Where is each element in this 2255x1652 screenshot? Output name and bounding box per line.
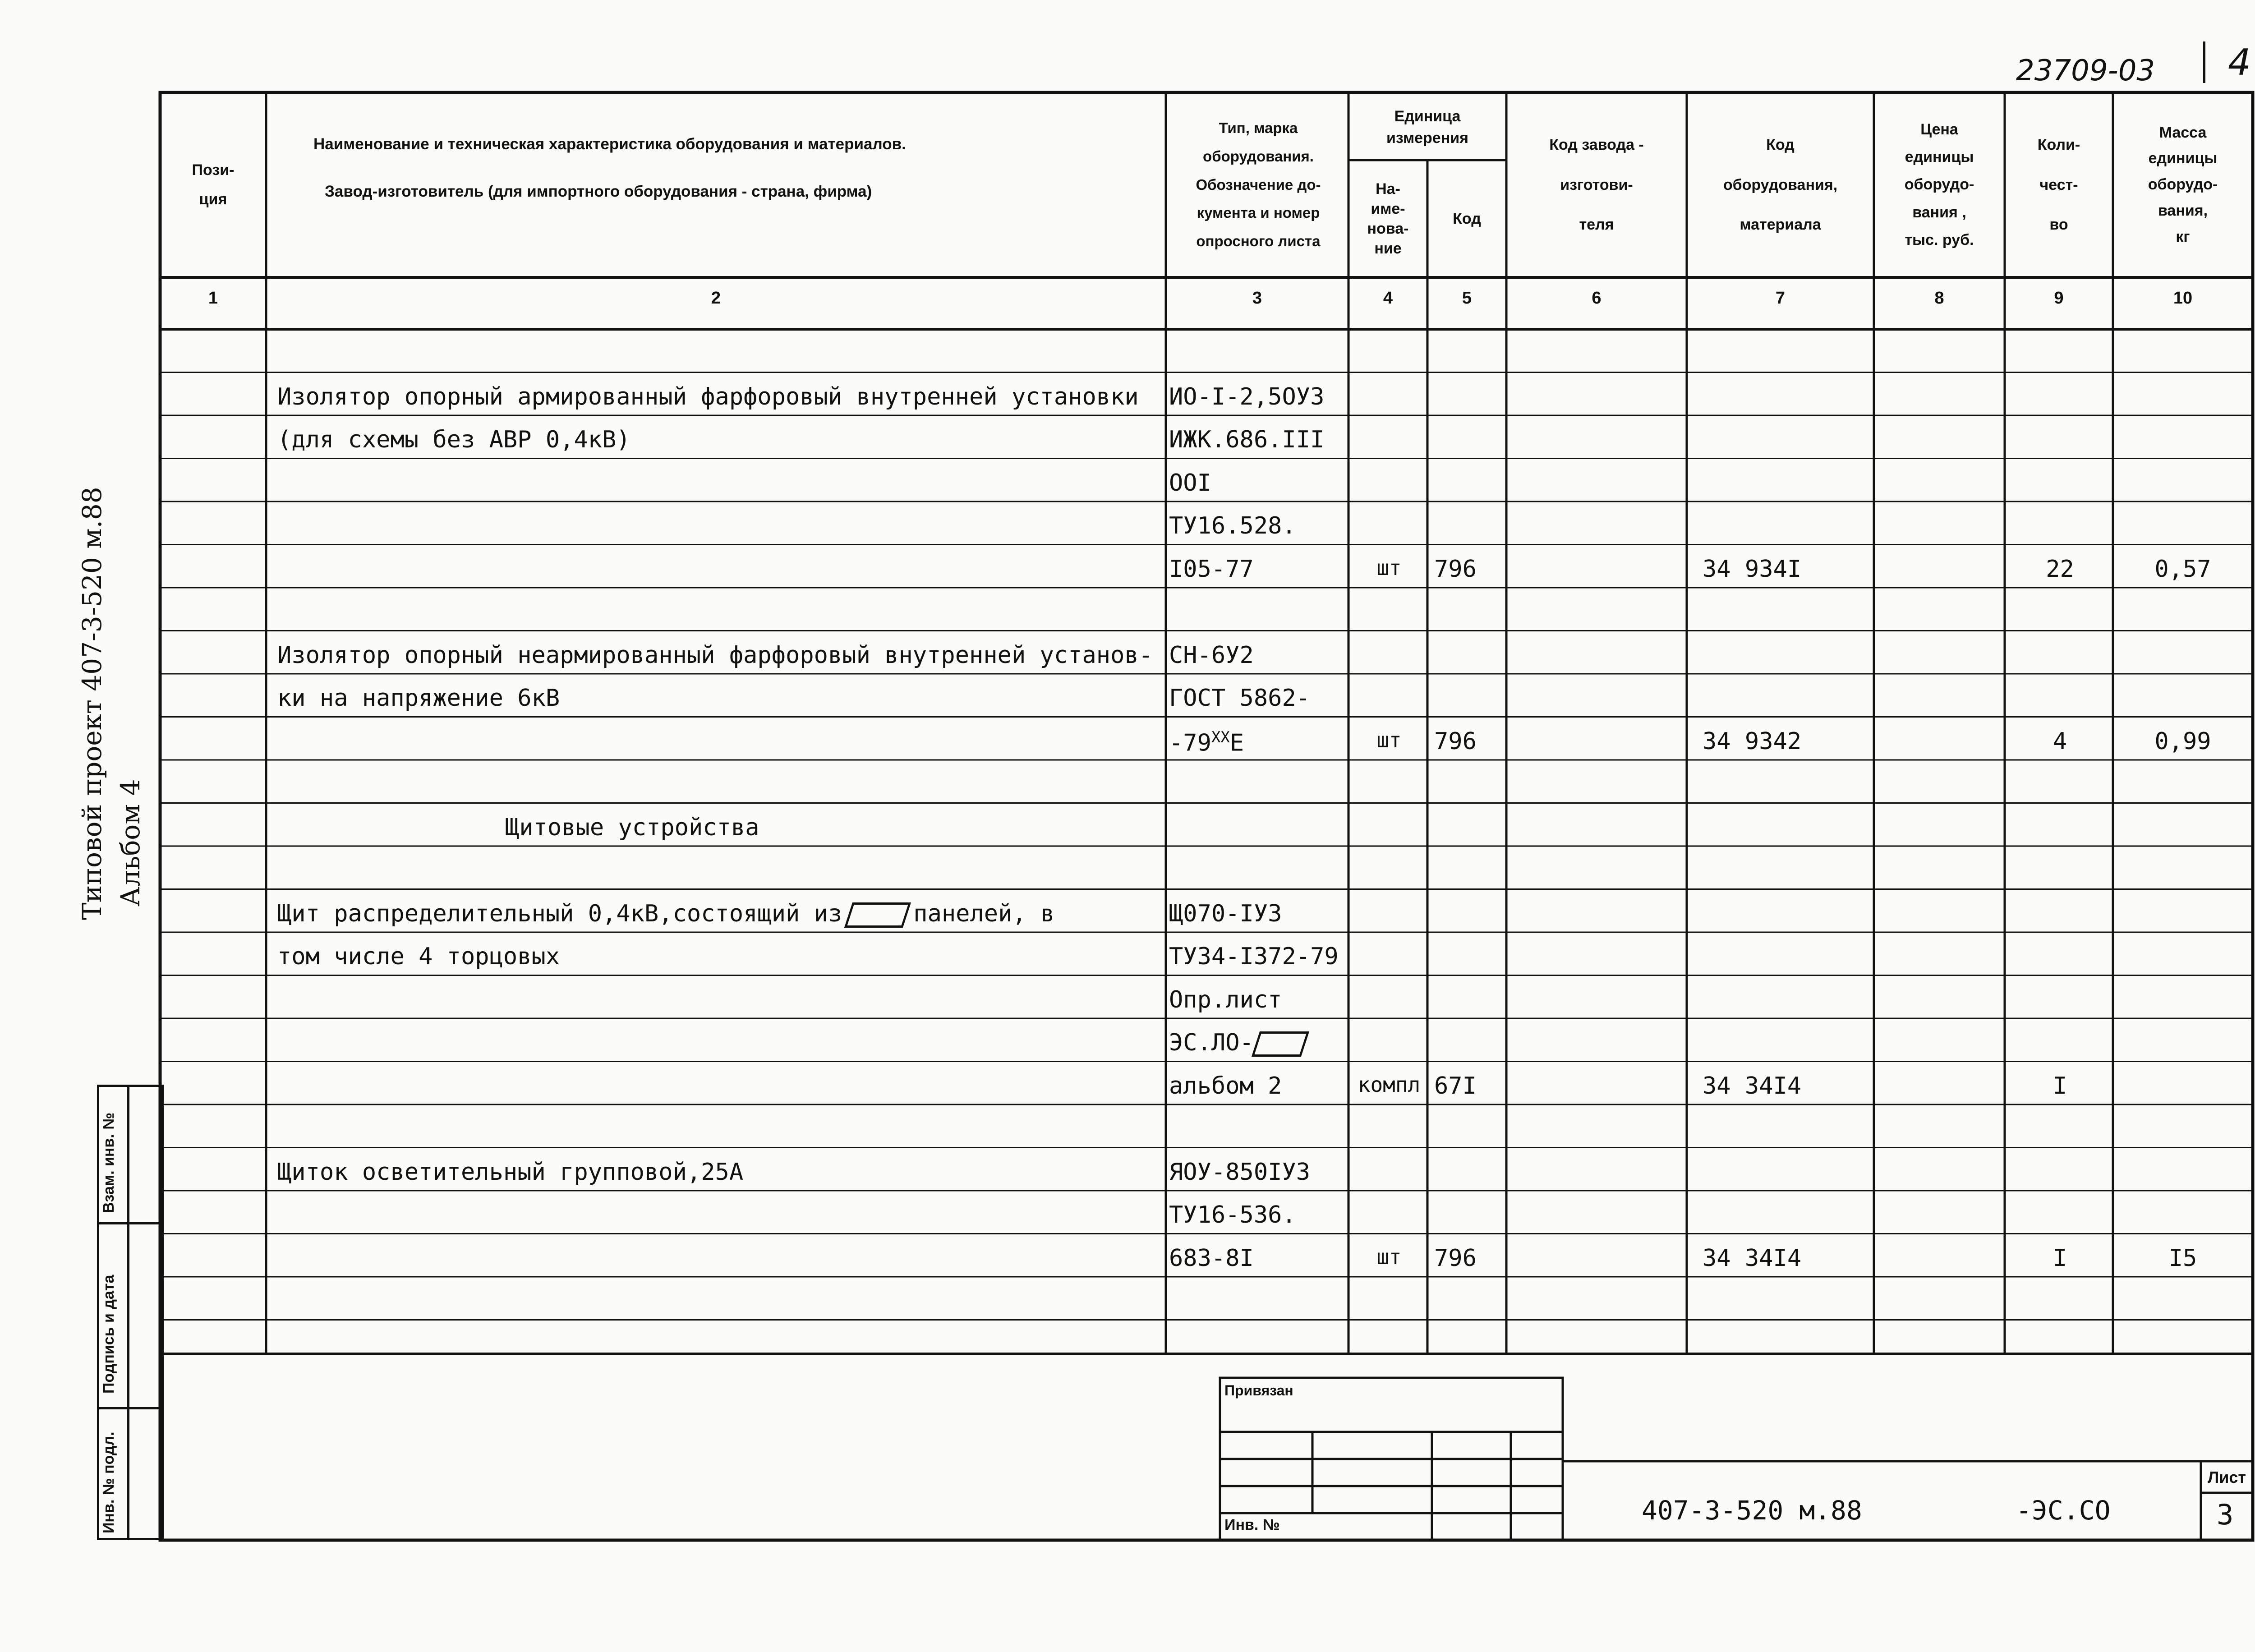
cell-c10: 0,57 (2154, 555, 2211, 583)
cell-c3: ТУ34-I372-79 (1169, 943, 1339, 970)
cell-c2: Щиток осветительный групповой,25А (277, 1158, 744, 1186)
header-name-line1: Наименование и техническая характеристика оборудования и материалов. (313, 135, 906, 153)
cell-c7: 34 34I4 (1703, 1244, 1802, 1272)
table-row (0, 373, 2255, 416)
cell-c3: ООI (1169, 469, 1211, 497)
cell-c5: 796 (1434, 1244, 1477, 1272)
label-vzam-inv: Взам. инв. № (100, 1112, 117, 1213)
stamp-list-number: 3 (2217, 1498, 2234, 1531)
cell-c4: компл (1358, 1072, 1421, 1097)
header-position: Пози- ция (192, 161, 235, 208)
header-factory-code: Код завода - изготови- теля (1549, 136, 1644, 234)
colnum-1: 1 (208, 289, 218, 308)
table-row (0, 545, 2255, 588)
cell-c2: ки на напряжение 6кВ (277, 685, 560, 712)
blank-field-box (844, 902, 911, 928)
cell-c2_pre: Щит распределительный 0,4кВ,состоящий из панелей, в (277, 900, 1055, 927)
colnum-10: 10 (2173, 289, 2193, 308)
cell-c3: Щ070-IУЗ (1169, 900, 1282, 927)
cell-c2: Изолятор опорный армированный фарфоровый внутренней установки (277, 383, 1139, 410)
table-row (0, 889, 2255, 933)
cell-c3-tail: Е (1229, 729, 1244, 756)
cell-c5: 796 (1434, 727, 1477, 755)
cell-c3: Опр.лист (1169, 986, 1282, 1013)
stamp-document-code: 407-3-520 м.88 (1642, 1495, 1862, 1526)
colnum-9: 9 (2054, 289, 2064, 308)
header-mass: Масса единицы оборудо- вания, кг (2148, 124, 2218, 245)
cell-c3: ЭС.ЛО- (1169, 1031, 1312, 1057)
table-row (0, 1062, 2255, 1105)
label-podpis-data: Подпись и дата (100, 1275, 117, 1394)
cell-c3: 683-8I (1169, 1244, 1254, 1272)
cell-c3: ТУ16-536. (1169, 1201, 1296, 1229)
table-row (0, 1234, 2255, 1277)
colnum-5: 5 (1462, 289, 1472, 308)
side-title-project: Типовой проект 407-3-520 м.88 (77, 487, 107, 920)
cell-c3: $-79^{ХХ}Е$ (1169, 728, 1244, 756)
cell-c7: 34 34I4 (1703, 1072, 1802, 1100)
cell-c2_center: Щитовые устройства (505, 814, 759, 841)
cell-c3: СН-6У2 (1169, 641, 1254, 669)
table-row (0, 760, 2255, 803)
table-row (0, 717, 2255, 760)
stamp-document-suffix: -ЭС.СО (2016, 1495, 2111, 1526)
stamp-privyazan: Привязан (1224, 1382, 1293, 1399)
cell-c10: I5 (2168, 1244, 2197, 1272)
cell-c4: шт (1376, 555, 1402, 580)
table-row (0, 674, 2255, 717)
table-row (0, 976, 2255, 1019)
cell-c7: 34 934I (1703, 555, 1802, 583)
header-equipment-code: Код оборудования, материала (1723, 136, 1838, 234)
header-name-line2: Завод-изготовитель (для импортного оборудования - страна, фирма) (325, 183, 872, 200)
table-row (0, 631, 2255, 674)
cell-c3: ТУ16.528. (1169, 512, 1296, 539)
cell-c5: 67I (1434, 1072, 1477, 1100)
table-row (0, 1018, 2255, 1062)
cell-c3: ГОСТ 5862- (1169, 685, 1311, 712)
cell-c4: шт (1376, 727, 1402, 752)
side-title-album: Альбом 4 (115, 779, 146, 907)
header-unit-group: Единица измерения (1386, 107, 1468, 147)
cell-c5: 796 (1434, 555, 1477, 583)
stamp-list-label: Лист (2208, 1468, 2246, 1486)
header-unit-name: На- име- нова- ние (1367, 180, 1409, 258)
cell-c3: ИЖК.686.III (1169, 426, 1325, 453)
cell-c3-superscript: ХХ (1211, 728, 1230, 746)
corner-document-code: 23709-03 (2016, 54, 2155, 87)
cell-c2_post: панелей, в (913, 900, 1055, 927)
table-row (0, 459, 2255, 502)
table-row (0, 329, 2255, 373)
colnum-3: 3 (1252, 289, 1262, 308)
cell-c2: Изолятор опорный неармированный фарфоровый внутренней установ- (277, 641, 1153, 669)
table-row (0, 1104, 2255, 1148)
cell-c3: ИО-I-2,5ОУЗ (1169, 383, 1325, 410)
cell-c3: альбом 2 (1169, 1072, 1282, 1100)
table-row (0, 415, 2255, 459)
table-row (0, 1191, 2255, 1234)
label-inv-podl: Инв. № подл. (100, 1431, 117, 1533)
colnum-2: 2 (711, 289, 721, 308)
header-quantity: Коли- чест- во (2037, 136, 2080, 234)
corner-sheet-number: 4 (2228, 41, 2251, 83)
header-unit-code: Код (1453, 210, 1481, 227)
table-row (0, 1148, 2255, 1191)
cell-c10: 0,99 (2154, 727, 2211, 755)
cell-c2: (для схемы без АВР 0,4кВ) (277, 426, 630, 453)
table-row (0, 1320, 2255, 1363)
cell-c9: 4 (2053, 727, 2067, 755)
cell-c4: шт (1376, 1244, 1402, 1269)
stamp-inv-no: Инв. № (1224, 1516, 1280, 1533)
colnum-4: 4 (1383, 289, 1393, 308)
cell-c9: I (2053, 1072, 2067, 1100)
header-type: Тип, марка оборудования. Обозначение до- кумента и номер опросного листа (1196, 120, 1321, 250)
table-row (0, 588, 2255, 631)
table-row (0, 932, 2255, 976)
colnum-7: 7 (1775, 289, 1786, 308)
cell-c9: 22 (2046, 555, 2074, 583)
cell-c2: том числе 4 торцовых (277, 943, 560, 970)
colnum-8: 8 (1934, 289, 1944, 308)
header-price: Цена единицы оборудо- вания , тыс. руб. (1904, 121, 1974, 248)
blank-field-box (1252, 1031, 1309, 1057)
cell-c3: ЯОУ-850IУЗ (1169, 1158, 1311, 1186)
table-row (0, 502, 2255, 545)
colnum-6: 6 (1592, 289, 1602, 308)
table-row (0, 846, 2255, 889)
cell-c3: I05-77 (1169, 555, 1254, 583)
table-row (0, 803, 2255, 847)
header-name-block (266, 95, 1166, 275)
cell-c9: I (2053, 1244, 2067, 1272)
cell-c7: 34 9342 (1703, 727, 1802, 755)
table-row (0, 1277, 2255, 1320)
